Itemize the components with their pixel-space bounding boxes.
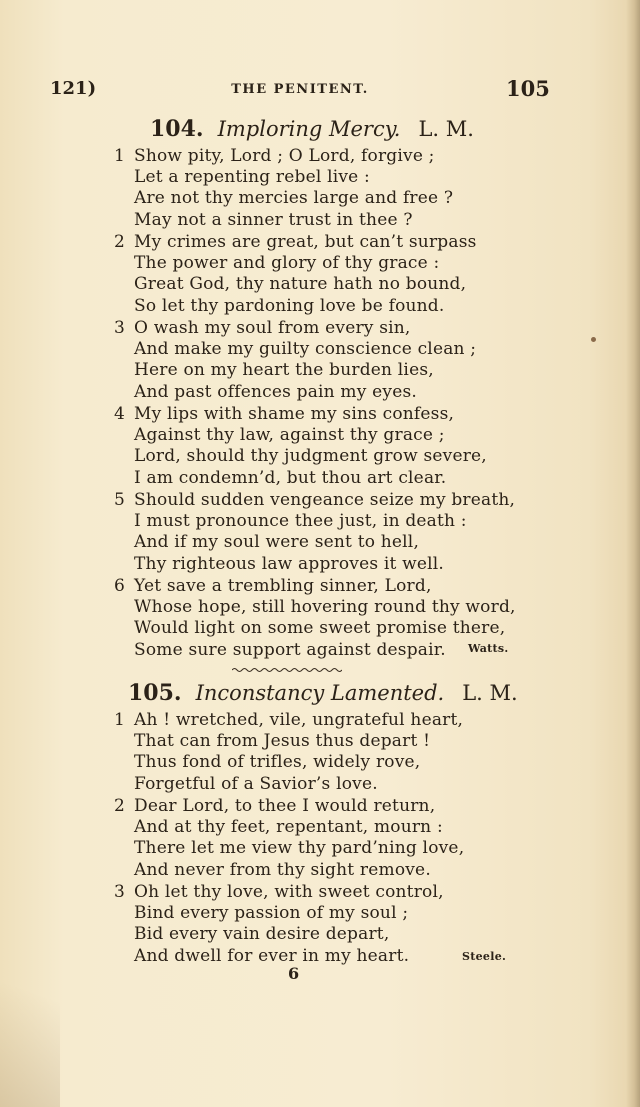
verse-line: [114, 232, 544, 253]
verse-text: There let me view thy pard’ning love,: [134, 838, 465, 859]
stanza-number: 2: [114, 796, 126, 816]
verse-text: Great God, thy nature hath no bound,: [134, 274, 467, 295]
verse-text: Oh let thy love, with sweet control,: [134, 882, 444, 902]
hymn-name: Imploring Mercy.: [217, 117, 401, 141]
verse-line: [114, 903, 544, 924]
verse-text: Yet save a trembling sinner, Lord,: [134, 576, 432, 596]
verse-text: Should sudden vengeance seize my breath,: [134, 490, 516, 510]
verse-text: And at thy feet, repentant, mourn :: [134, 817, 443, 838]
verse-line: [114, 253, 544, 274]
page-number: 105: [506, 76, 550, 101]
hymn-meter: L. M.: [418, 117, 474, 141]
verse-line: [114, 618, 544, 639]
hymn-name: Inconstancy Lamented.: [195, 681, 445, 705]
hymn-title-104: [150, 116, 474, 142]
verse-line: [114, 924, 544, 945]
verse-line: [114, 511, 544, 532]
verse-text: And if my soul were sent to hell,: [134, 532, 420, 553]
ornamental-divider: [232, 666, 342, 674]
verse-line: [114, 339, 544, 360]
signature-mark: 6: [288, 964, 300, 983]
verse-line: [114, 446, 544, 467]
verse-text: Would light on some sweet promise there,: [134, 618, 506, 639]
stanza-number: 1: [114, 146, 126, 166]
verse-line: [114, 274, 544, 295]
stanza-number: 1: [114, 710, 126, 730]
verse-line: [114, 860, 544, 881]
stanza-number: 5: [114, 490, 126, 510]
verse-text: Bind every passion of my soul ;: [134, 903, 409, 924]
verse-text: And dwell for ever in my heart.: [134, 945, 410, 966]
verse-text: Whose hope, still hovering round thy word,: [134, 597, 516, 618]
stanza-number: 3: [114, 882, 126, 902]
verse-line: [114, 490, 544, 511]
verse-line: [114, 146, 544, 167]
verse-text: The power and glory of thy grace :: [134, 253, 440, 274]
verse-line: [114, 468, 544, 489]
verse-line: [114, 318, 544, 339]
hymn-title-105: [128, 680, 518, 706]
verse-text: Some sure support against despair.: [134, 639, 446, 660]
verse-line: [114, 296, 544, 317]
verse-text: Ah ! wretched, vile, ungrateful heart,: [134, 710, 464, 730]
verse-text: I must pronounce thee just, in death :: [134, 511, 467, 532]
verse-text: Thus fond of trifles, widely rove,: [134, 752, 421, 773]
verse-text: Let a repenting rebel live :: [134, 167, 370, 188]
running-head-title: THE PENITENT.: [231, 82, 369, 97]
page-stain: [0, 947, 60, 1107]
ink-spot: [591, 337, 596, 342]
verse-text: Bid every vain desire depart,: [134, 924, 390, 945]
running-head: [0, 76, 640, 102]
stanza-104-3: [114, 318, 544, 403]
stanza-number: 3: [114, 318, 126, 338]
stanza-number: 4: [114, 404, 126, 424]
stanza-104-1: [114, 146, 544, 231]
verse-line: [114, 404, 544, 425]
verse-line: [114, 188, 544, 209]
verse-text: Forgetful of a Savior’s love.: [134, 773, 378, 794]
verse-text: I am condemn’d, but thou art clear.: [134, 467, 447, 488]
verse-text: O wash my soul from every sin,: [134, 318, 411, 338]
verse-line: [114, 360, 544, 381]
verse-line: [114, 774, 544, 795]
verse-line: [114, 597, 544, 618]
verse-text: Dear Lord, to thee I would return,: [134, 796, 436, 816]
page-edge-shadow: [626, 0, 640, 1107]
verse-text: And make my guilty conscience clean ;: [134, 339, 477, 360]
verse-line: [114, 425, 544, 446]
verse-line: [114, 167, 544, 188]
verse-text: Against thy law, against thy grace ;: [134, 425, 445, 446]
verse-text: And past offences pain my eyes.: [134, 381, 418, 402]
verse-line: [114, 817, 544, 838]
hymn-meter: L. M.: [462, 681, 518, 705]
hymn-author: Steele.: [462, 950, 507, 963]
verse-line: [114, 838, 544, 859]
stanza-number: 6: [114, 576, 126, 596]
verse-text: My lips with shame my sins confess,: [134, 404, 455, 424]
verse-line: [114, 554, 544, 575]
hymn-number: 105.: [128, 680, 182, 706]
verse-line: [114, 210, 544, 231]
verse-text: Lord, should thy judgment grow severe,: [134, 446, 487, 467]
hymn-author: Watts.: [468, 642, 509, 655]
stanza-105-2: [114, 796, 544, 881]
verse-text: That can from Jesus thus depart !: [134, 731, 431, 752]
stanza-104-5: [114, 490, 544, 575]
verse-line: [114, 752, 544, 773]
stanza-104-2: [114, 232, 544, 317]
running-head-left: 121): [50, 78, 97, 99]
hymn-number: 104.: [150, 116, 204, 142]
verse-line: [114, 882, 544, 903]
verse-text: Show pity, Lord ; O Lord, forgive ;: [134, 146, 435, 166]
verse-line: [114, 576, 544, 597]
verse-text: And never from thy sight remove.: [134, 859, 431, 880]
stanza-104-4: [114, 404, 544, 489]
verse-text: Are not thy mercies large and free ?: [134, 188, 454, 209]
stanza-number: 2: [114, 232, 126, 252]
verse-line: [114, 731, 544, 752]
stanza-105-1: [114, 710, 544, 795]
verse-line: [114, 796, 544, 817]
verse-line: [114, 382, 544, 403]
verse-text: Here on my heart the burden lies,: [134, 360, 434, 381]
verse-line: [114, 710, 544, 731]
verse-text: So let thy pardoning love be found.: [134, 295, 445, 316]
verse-text: My crimes are great, but can’t surpass: [134, 232, 477, 252]
verse-line: [114, 532, 544, 553]
verse-text: May not a sinner trust in thee ?: [134, 209, 413, 230]
verse-text: Thy righteous law approves it well.: [134, 553, 445, 574]
